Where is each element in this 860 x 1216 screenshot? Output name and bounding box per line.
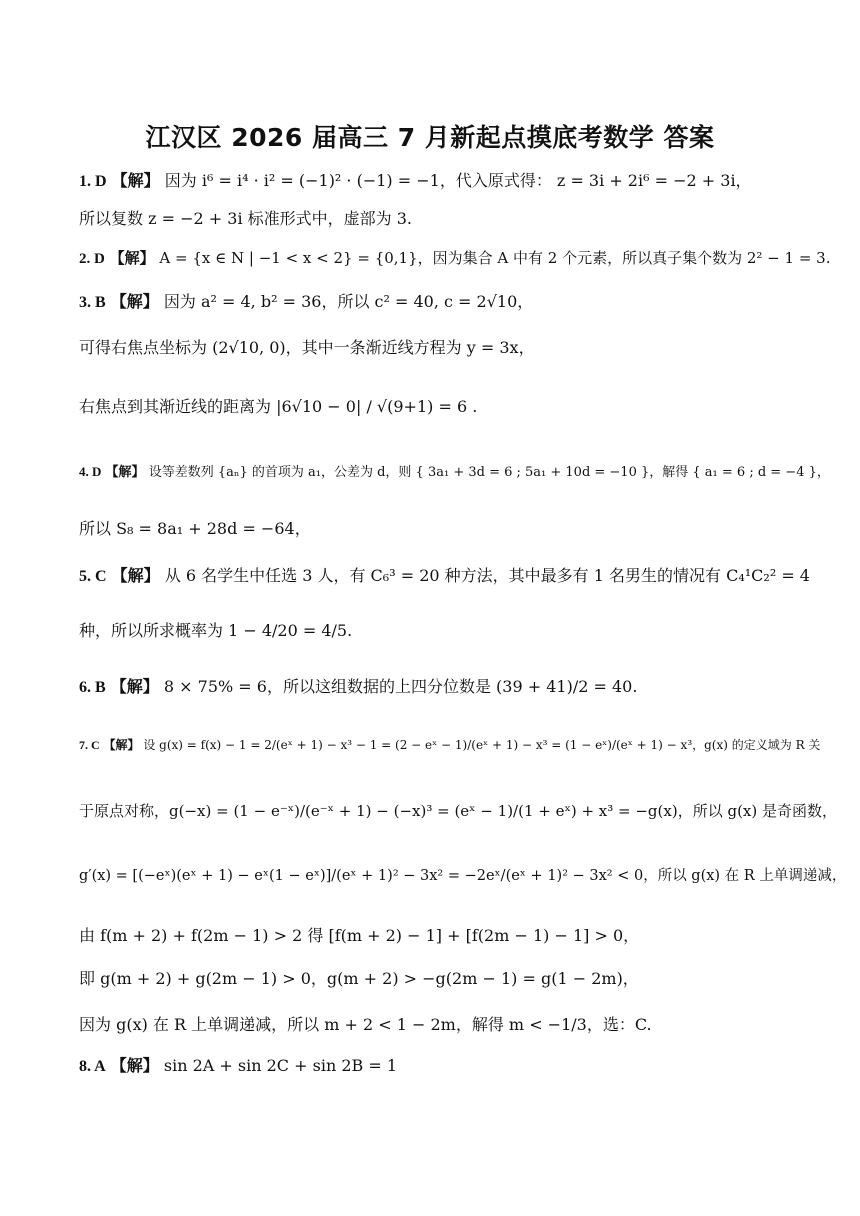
answer-text: 右焦点到其渐近线的距离为 |6√10 − 0| / √(9+1) = 6 . bbox=[79, 397, 478, 416]
solution-tag: 【解】 bbox=[105, 465, 145, 480]
answer-line-2 bbox=[79, 208, 412, 230]
page-title: 江汉区 2026 届高三 7 月新起点摸底考数学 答案 bbox=[145, 123, 715, 152]
answer-line-10 bbox=[79, 620, 352, 642]
answer-text: 设等差数列 {aₙ} 的首项为 a₁，公差为 d，则 { 3a₁ + 3d = 6 ; 5a₁ + 10d = −10 }，解得 { a₁ = 6 ; d = −4 }， bbox=[148, 465, 830, 480]
answer-text: 所以 S₈ = 8a₁ + 28d = −64， bbox=[79, 519, 311, 538]
answer-text: 由 f(m + 2) + f(2m − 1) > 2 得 [f(m + 2) − 1] + [f(2m − 1) − 1] > 0， bbox=[79, 926, 640, 945]
answer-line-17 bbox=[79, 1014, 652, 1036]
answer-text: 可得右焦点坐标为 (2√10, 0)，其中一条渐近线方程为 y = 3x， bbox=[79, 338, 535, 357]
answer-text: 于原点对称，g(−x) = (1 − e⁻ˣ)/(e⁻ˣ + 1) − (−x)³ = (eˣ − 1)/(1 + eˣ) + x³ = −g(x)，所以 g(x) 是奇函数， bbox=[79, 802, 837, 820]
answer-line-4 bbox=[79, 291, 533, 314]
solution-tag: 【解】 bbox=[110, 292, 159, 311]
solution-tag: 【解】 bbox=[111, 566, 160, 585]
answer-line-12 bbox=[79, 734, 820, 756]
answer-line-18 bbox=[79, 1055, 397, 1078]
question-number: 2. D bbox=[79, 251, 105, 267]
answer-text: 即 g(m + 2) + g(2m − 1) > 0，g(m + 2) > −g(2m − 1) = g(1 − 2m)， bbox=[79, 969, 639, 988]
solution-tag: 【解】 bbox=[111, 171, 160, 190]
answer-text: 从 6 名学生中任选 3 人，有 C₆³ = 20 种方法，其中最多有 1 名男生的情况有 C₄¹C₂² = 4 bbox=[164, 566, 810, 585]
answer-text: 因为 g(x) 在 R 上单调递减，所以 m + 2 < 1 − 2m，解得 m < −1/3，选：C. bbox=[79, 1015, 652, 1034]
solution-tag: 【解】 bbox=[103, 738, 140, 752]
solution-tag: 【解】 bbox=[110, 1056, 159, 1075]
answer-text: 种，所以所求概率为 1 − 4/20 = 4/5. bbox=[79, 621, 353, 640]
answer-text: 所以复数 z = −2 + 3i 标准形式中，虚部为 3. bbox=[79, 209, 412, 228]
answer-line-15 bbox=[79, 925, 639, 947]
question-number: 3. B bbox=[79, 294, 106, 311]
answer-line-5 bbox=[79, 337, 535, 359]
answer-text: g′(x) = [(−eˣ)(eˣ + 1) − eˣ(1 − eˣ)]/(eˣ + 1)² − 3x² = −2eˣ/(eˣ + 1)² − 3x² < 0，所以 g(x) 在 R 上单调递减， bbox=[79, 868, 847, 884]
answer-line-1 bbox=[79, 170, 752, 193]
answer-text: 因为 i⁶ = i⁴ · i² = (−1)² · (−1) = −1，代入原式得： z = 3i + 2i⁶ = −2 + 3i， bbox=[164, 171, 752, 190]
solution-tag: 【解】 bbox=[109, 249, 155, 267]
answer-text: A = {x ∈ N | −1 < x < 2} = {0,1}，因为集合 A 中有 2 个元素，所以真子集个数为 2² − 1 = 3. bbox=[159, 249, 831, 267]
answer-line-14 bbox=[79, 865, 846, 887]
answer-line-7 bbox=[79, 461, 830, 484]
solution-tag: 【解】 bbox=[110, 677, 159, 696]
answer-line-13 bbox=[79, 800, 837, 822]
question-number: 7. C bbox=[79, 738, 100, 752]
answer-line-16 bbox=[79, 968, 639, 990]
answer-line-9 bbox=[79, 565, 810, 588]
answer-line-3 bbox=[79, 247, 830, 270]
question-number: 1. D bbox=[79, 173, 107, 190]
answer-line-8 bbox=[79, 518, 311, 540]
answer-line-6 bbox=[79, 396, 477, 418]
answer-text: sin 2A + sin 2C + sin 2B = 1 bbox=[163, 1056, 398, 1075]
answer-line-11 bbox=[79, 676, 637, 699]
answer-text: 设 g(x) = f(x) − 1 = 2/(eˣ + 1) − x³ − 1 = (2 − eˣ − 1)/(eˣ + 1) − x³ = (1 − eˣ)/(eˣ + 1) − x³，g(x) 的定义域为 R 关 bbox=[143, 738, 821, 752]
answer-text: 8 × 75% = 6，所以这组数据的上四分位数是 (39 + 41)/2 = 40. bbox=[163, 677, 638, 696]
question-number: 5. C bbox=[79, 568, 107, 585]
question-number: 6. B bbox=[79, 679, 106, 696]
question-number: 4. D bbox=[79, 464, 102, 479]
answer-text: 因为 a² = 4, b² = 36，所以 c² = 40, c = 2√10， bbox=[163, 292, 534, 311]
question-number: 8. A bbox=[79, 1058, 106, 1075]
